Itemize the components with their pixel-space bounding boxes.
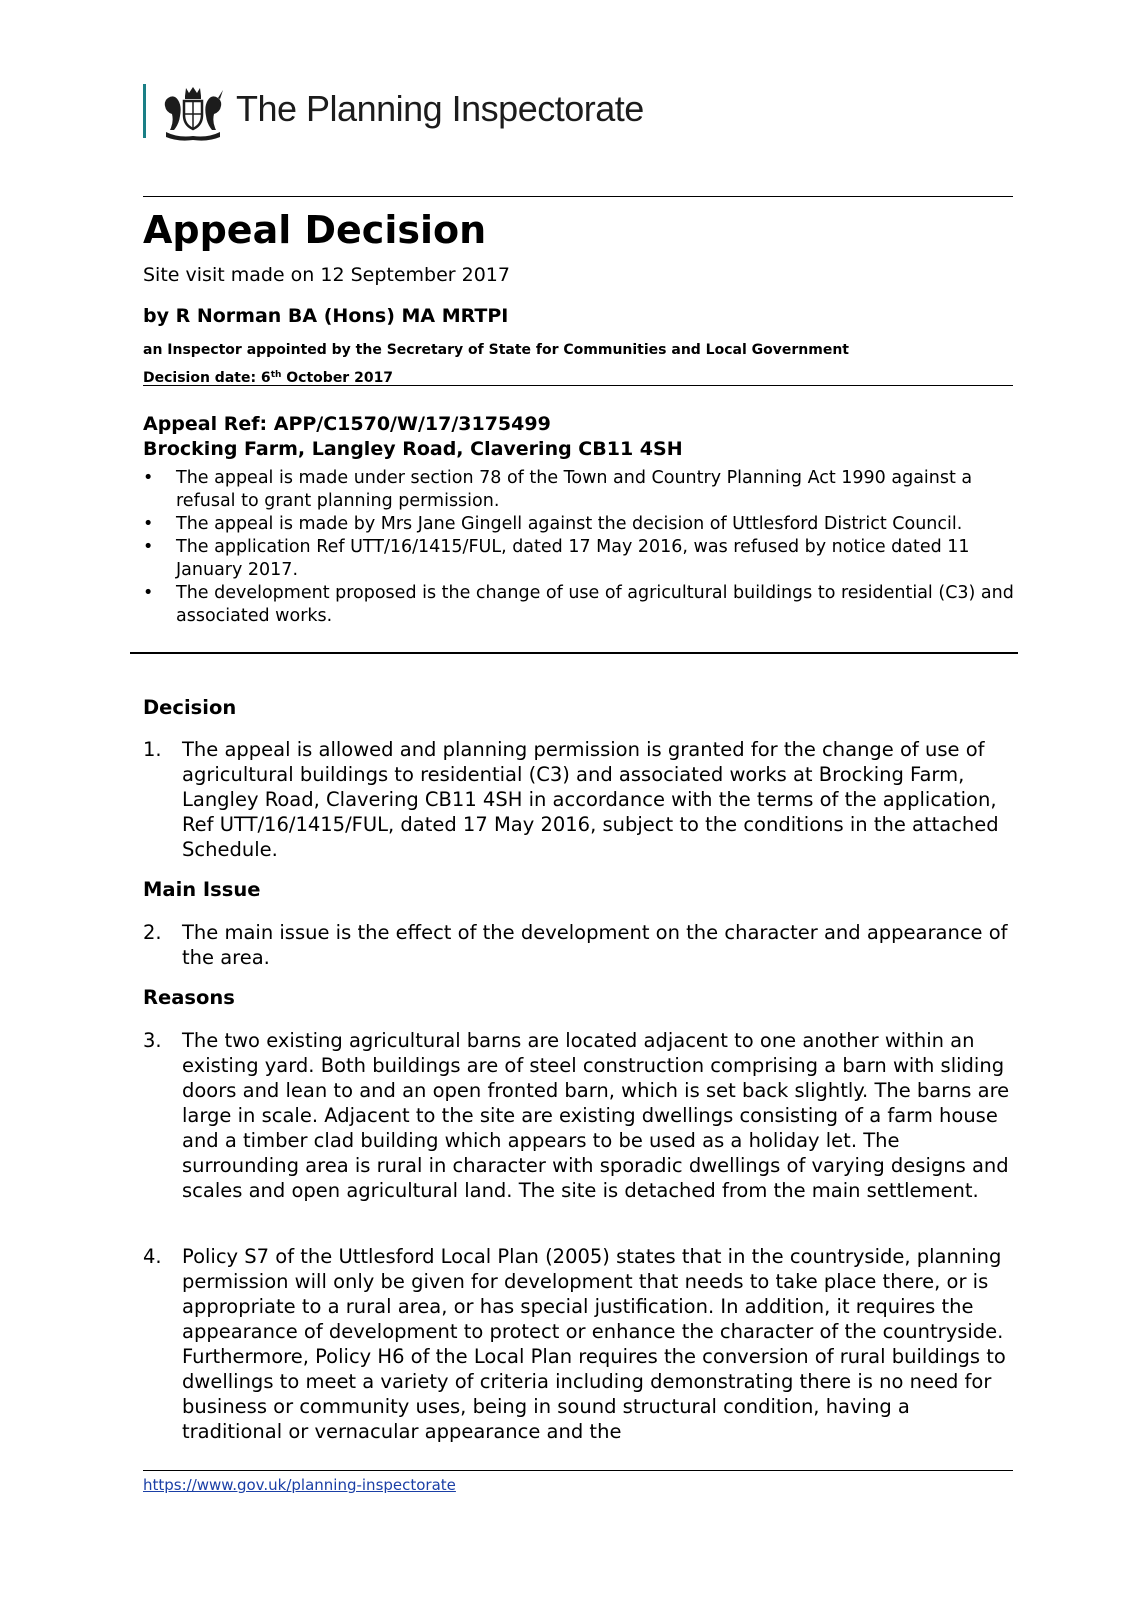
inspector-appointment: an Inspector appointed by the Secretary of State for Communities and Local Government: [143, 342, 849, 358]
appeal-ref-number: Appeal Ref: APP/C1570/W/17/3175499: [143, 413, 551, 435]
paragraph-number: 4.: [143, 1245, 162, 1268]
list-item: • The appeal is made by Mrs Jane Gingell against the decision of Uttlesford District Council.: [143, 514, 963, 534]
header-divider: [143, 196, 1013, 197]
list-item: • The development proposed is the change of use of agricultural buildings to residential (C3) and associated works.: [143, 583, 1014, 626]
inspector-name: by R Norman BA (Hons) MA MRTPI: [143, 305, 509, 327]
page-title: Appeal Decision: [143, 208, 487, 252]
footer-divider: [143, 1470, 1013, 1471]
paragraph-text: The two existing agricultural barns are located adjacent to one another within an existing yard. Both buildings are of steel construction comprising a barn with sliding doors and lean to and an open fronted barn, which is set back slightly. The barns are large in scale. Adjacent to the site are existing dwellings consisting of a farm house and a timber clad building which appears to be used as a holiday let. The surrounding area is rural in character with sporadic dwellings of varying designs and scales and open agricultural land. The site is detached from the main settlement.: [182, 1029, 1010, 1202]
paragraph-number: 1.: [143, 738, 162, 761]
appeal-reference: [143, 412, 683, 462]
list-item: • The appeal is made under section 78 of the Town and Country Planning Act 1990 against a refusal to grant planning permission.: [143, 468, 973, 511]
paragraph-number: 3.: [143, 1029, 162, 1052]
decision-date: Decision date: 6th October 2017: [143, 370, 394, 386]
section-heading-decision: Decision: [143, 696, 237, 719]
paragraph-number: 2.: [143, 921, 162, 944]
section-heading-reasons: Reasons: [143, 986, 235, 1009]
title-divider: [143, 385, 1013, 386]
logo-accent-bar: [143, 84, 146, 138]
footer-website-link[interactable]: https://www.gov.uk/planning-inspectorate: [143, 1476, 456, 1494]
appeal-details-list: [143, 467, 1018, 628]
royal-crest-icon: [160, 84, 226, 142]
numbered-paragraph: [143, 920, 1013, 970]
organisation-name: The Planning Inspectorate: [236, 88, 644, 129]
list-item: • The application Ref UTT/16/1415/FUL, dated 17 May 2016, was refused by notice dated 11 January 2017.: [143, 537, 970, 580]
paragraph-text: The main issue is the effect of the development on the character and appearance of the area.: [182, 921, 1008, 969]
summary-divider: [130, 652, 1018, 654]
section-heading-main-issue: Main Issue: [143, 878, 261, 901]
numbered-paragraph: [143, 737, 1013, 862]
numbered-paragraph: [143, 1028, 1013, 1203]
site-visit-date: Site visit made on 12 September 2017: [143, 264, 510, 286]
appeal-site-address: Brocking Farm, Langley Road, Clavering CB11 4SH: [143, 438, 683, 460]
numbered-paragraph: [143, 1244, 1013, 1444]
paragraph-text: Policy S7 of the Uttlesford Local Plan (2005) states that in the countryside, planning permission will only be given for development that needs to take place there, or is appropriate to a rural area, or has special justification. In addition, it requires the appearance of development to protect or enhance the character of the countryside. Furthermore, Policy H6 of the Local Plan requires the conversion of rural buildings to dwellings to meet a variety of criteria including demonstrating there is no need for business or community uses, being in sound structural condition, having a traditional or vernacular appearance and the: [182, 1245, 1006, 1443]
paragraph-text: The appeal is allowed and planning permission is granted for the change of use of agricultural buildings to residential (C3) and associated works at Brocking Farm, Langley Road, Clavering CB11 4SH in accordance with the terms of the application, Ref UTT/16/1415/FUL, dated 17 May 2016, subject to the conditions in the attached Schedule.: [182, 738, 999, 861]
